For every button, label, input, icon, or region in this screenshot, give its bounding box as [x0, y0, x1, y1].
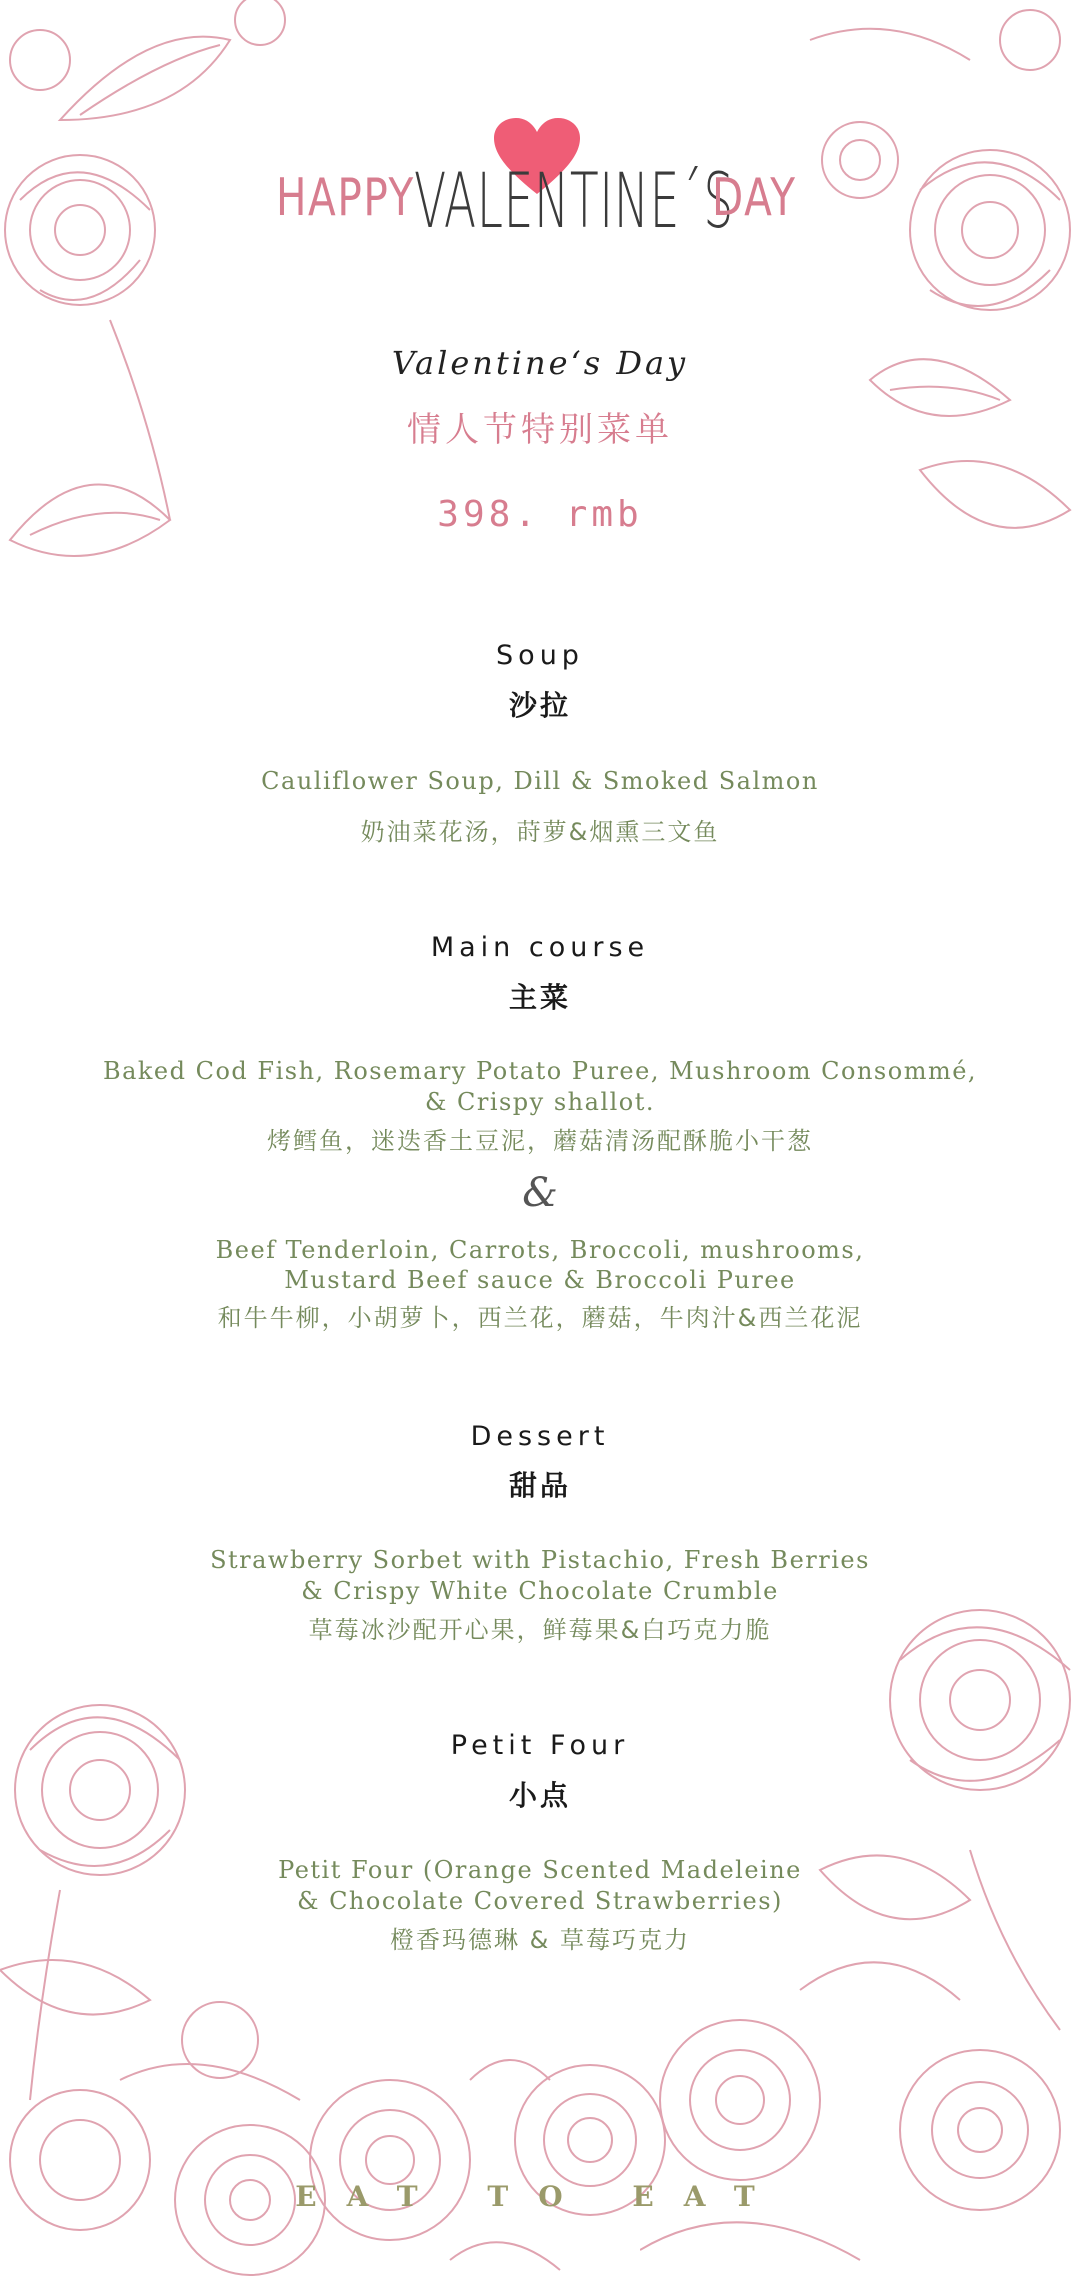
menu-subtitle: Valentine‘s Day: [391, 344, 689, 382]
section-title-dessert-cn: 甜品: [508, 1469, 571, 1502]
dish-dessert-en-line1: Strawberry Sorbet with Pistachio, Fresh Berries: [210, 1546, 870, 1574]
dish-petit-four-en-line1: Petit Four (Orange Scented Madeleine: [278, 1856, 802, 1884]
section-title-petit-four-cn: 小点: [508, 1779, 571, 1812]
footer-brand-text: EAT TO EAT: [295, 2180, 785, 2213]
dish-main2-cn: 和牛牛柳，小胡萝卜，西兰花，蘑菇，牛肉汁&西兰花泥: [217, 1304, 863, 1332]
section-title-soup-cn: 沙拉: [508, 689, 571, 722]
section-title-soup: Soup: [496, 640, 584, 671]
section-title-dessert: Dessert: [470, 1421, 610, 1452]
menu-price: 398. rmb: [437, 494, 643, 535]
dish-soup-cn: 奶油菜花汤，莳萝&烟熏三文鱼: [360, 818, 720, 846]
dish-petit-four-cn: 橙香玛德琳 & 草莓巧克力: [390, 1926, 690, 1954]
dish-main2-en-line2: Mustard Beef sauce & Broccoli Puree: [284, 1266, 796, 1294]
dish-main2-en-line1: Beef Tenderloin, Carrots, Broccoli, mushrooms,: [215, 1236, 865, 1264]
dish-dessert-en-line2: & Crispy White Chocolate Crumble: [301, 1577, 779, 1605]
menu-subtitle-cn: 情人节特别菜单: [407, 410, 673, 450]
section-title-main-cn: 主菜: [508, 981, 571, 1014]
section-title-main: Main course: [430, 932, 650, 963]
dish-main1-en-line1: Baked Cod Fish, Rosemary Potato Puree, Mushroom Consommé,: [102, 1057, 978, 1085]
header-day-text: DAY: [712, 168, 797, 228]
dish-soup-en: Cauliflower Soup, Dill & Smoked Salmon: [261, 767, 819, 795]
header-happy-text: HAPPY: [276, 168, 415, 228]
dish-main1-cn: 烤鳕鱼，迷迭香土豆泥，蘑菇清汤配酥脆小干葱: [267, 1127, 813, 1155]
dish-petit-four-en-line2: & Chocolate Covered Strawberries): [297, 1887, 783, 1915]
dish-dessert-cn: 草莓冰沙配开心果，鲜莓果&白巧克力脆: [308, 1616, 772, 1644]
ampersand-divider: &: [522, 1170, 558, 1216]
rose-illustration-bottom-center: [300, 2020, 700, 2296]
dish-main1-en-line2: & Crispy shallot.: [424, 1088, 656, 1116]
section-title-petit-four: Petit Four: [450, 1730, 630, 1761]
header-valentines-text: VALENTINE´S: [414, 156, 734, 245]
